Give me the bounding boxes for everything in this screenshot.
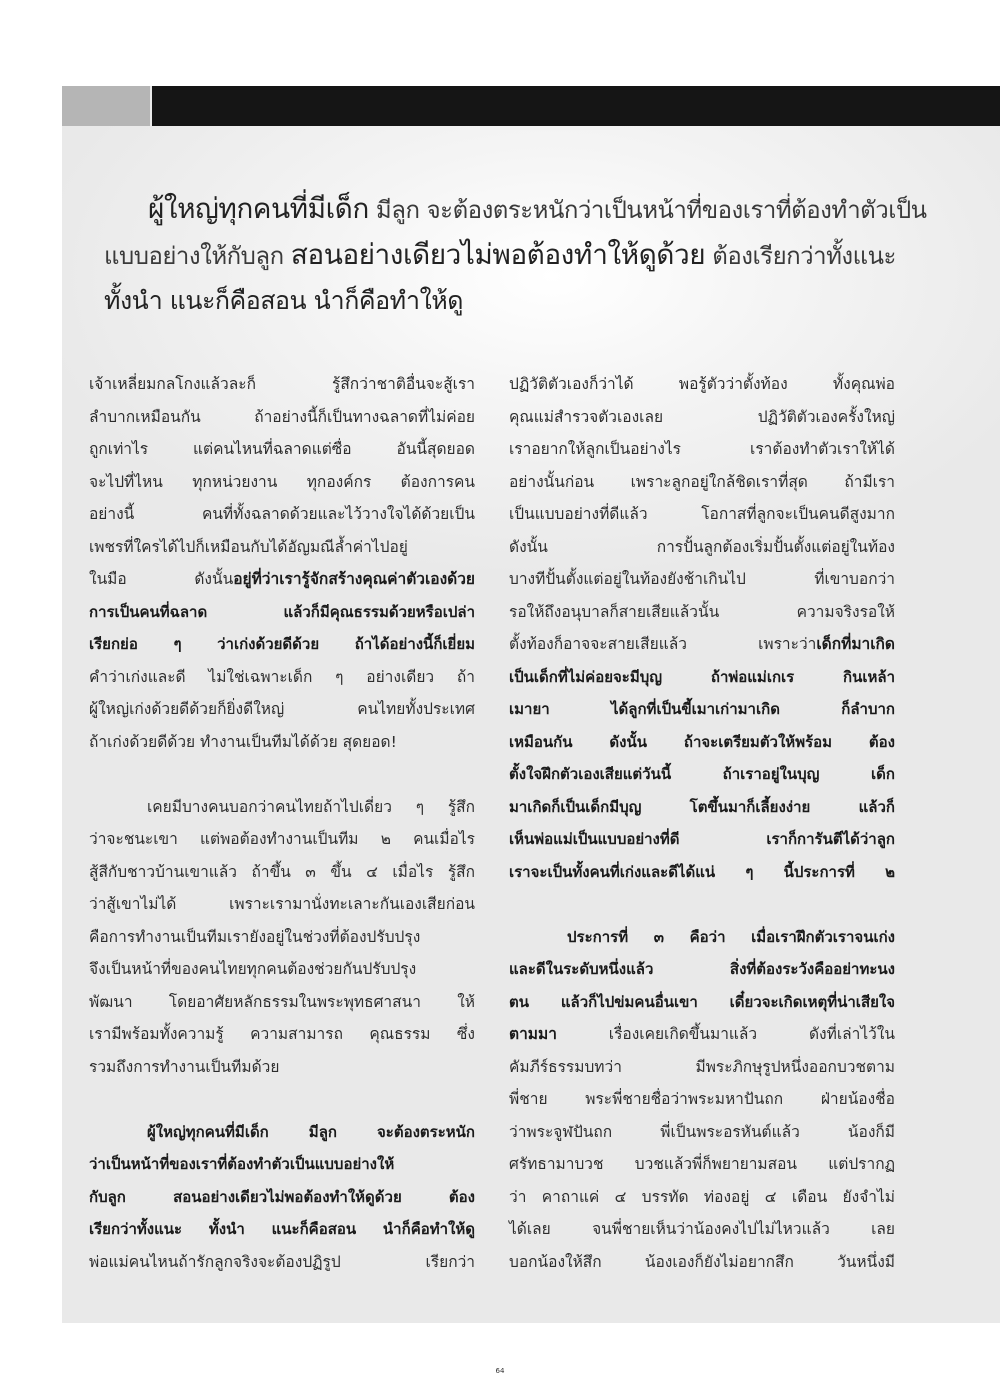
- text-line: ได้เลย จนพี่ชายเห็นว่าน้องคงไปไม่ไหวแล้ว เลย: [509, 1220, 895, 1238]
- text-line: พ่อแม่คนไหนถ้ารักลูกจริงจะต้องปฏิรูป เรียกว่า: [89, 1252, 475, 1271]
- bold-text-segment: ตามมา: [509, 1025, 557, 1043]
- text-line: ถ้าเก่งด้วยดีด้วย ทำงานเป็นทีมได้ด้วย สุดยอด!: [89, 732, 397, 751]
- text-segment: เรื่องเคยเกิดขึ้นมาแล้ว ดังที่เล่าไว้ใน: [556, 1025, 895, 1043]
- text-segment: ตั้งท้องก็อาจจะสายเสียแล้ว เพราะว่า: [509, 635, 817, 653]
- text-line: สู้สีกับชาวบ้านเขาแล้ว ถ้าขึ้น ๓ ขึ้น ๔ เมื่อไร รู้สึก: [89, 862, 475, 881]
- text-line: ว่าสู้เขาไม่ได้ เพราะเรามานั่งทะเลาะกันเองเสียก่อน: [89, 895, 475, 913]
- pull-quote: [104, 186, 927, 324]
- text-line: บางทีปั้นตั้งแต่อยู่ในท้องยังช้าเกินไป ที่เขาบอกว่า: [509, 570, 895, 588]
- text-line: เพชรที่ใครได้ไปก็เหมือนกับได้อัญมณีล้ำค่าไปอยู่: [89, 537, 408, 556]
- text-line: คุณแม่สำรวจตัวเองเลย ปฏิวัติตัวเองครั้งใหญ่: [509, 407, 895, 426]
- text-segment: ในมือ ดังนั้น: [89, 570, 234, 588]
- paragraph-gap: [89, 1083, 475, 1116]
- paragraph-gap: [509, 888, 895, 921]
- bold-text-segment: อยู่ที่ว่าเรารู้จักสร้างคุณค่าตัวเองด้วย: [233, 570, 475, 588]
- header-gray-block: [62, 86, 150, 126]
- bold-text-line: เรียกว่าทั้งแนะ ทั้งนำ แนะก็คือสอน นำก็คือทำให้ดู: [89, 1220, 475, 1238]
- pull-quote-emphasis-2: สอนอย่างเดียวไม่พอต้องทำให้ดูด้วย: [290, 238, 706, 271]
- text-line: ลำบากเหมือนกัน ถ้าอย่างนี้ก็เป็นทางฉลาดที่ไม่ค่อย: [89, 407, 475, 426]
- text-line: บอกน้องให้สึก น้องเองก็ยังไม่อยากสึก วันหนึ่งมี: [509, 1252, 895, 1271]
- text-line: ว่าพระจูฬปันถก พี่เป็นพระอรหันต์แล้ว น้องก็มี: [509, 1122, 895, 1141]
- text-line: ปฏิวัติตัวเองก็ว่าได้ พอรู้ตัวว่าตั้งท้อง ทั้งคุณพ่อ: [509, 375, 895, 393]
- paragraph-gap: [89, 758, 475, 791]
- page-number: 64: [495, 1367, 505, 1375]
- bold-text-line: เหมือนกัน ดังนั้น ถ้าจะเตรียมตัวให้พร้อม ต้อง: [509, 732, 895, 751]
- bold-text-line: การเป็นคนที่ฉลาด แล้วก็มีคุณธรรมด้วยหรือเปล่า: [89, 602, 475, 621]
- text-line: รวมถึงการทำงานเป็นทีมด้วย: [89, 1057, 280, 1076]
- text-line: ว่า คาถาแค่ ๔ บรรทัด ท่องอยู่ ๔ เดือน ยังจำไม่: [509, 1187, 895, 1206]
- pull-quote-text-3: ทั้งนำ แนะก็คือสอน นำก็คือทำให้ดู: [104, 286, 464, 315]
- text-line: เป็นแบบอย่างที่ดีแล้ว โอกาสที่ลูกจะเป็นคนดีสูงมาก: [509, 505, 895, 523]
- text-line: ดังนั้น การปั้นลูกต้องเริ่มปั้นตั้งแต่อยู่ในท้อง: [509, 537, 895, 556]
- text-line: พี่ชาย พระพี่ชายชื่อว่าพระมหาปันถก ฝ่ายน้องชื่อ: [509, 1090, 895, 1108]
- text-line: จึงเป็นหน้าที่ของคนไทยทุกคนต้องช่วยกันปรับปรุง: [89, 960, 417, 978]
- bold-text-line: ตั้งใจฝึกตัวเองเสียแต่วันนี้ ถ้าเราอยู่ในบุญ เด็ก: [509, 765, 895, 783]
- bold-text-line: และดีในระดับหนึ่งแล้ว สิ่งที่ต้องระวังคืออย่าทะนง: [509, 960, 895, 978]
- pull-quote-line-1: [104, 186, 927, 232]
- bold-text-line: เห็นพ่อแม่เป็นแบบอย่างที่ดี เราก็การันตีได้ว่าลูก: [509, 830, 895, 848]
- pull-quote-text-2a: แบบอย่างให้กับลูก: [104, 242, 291, 270]
- text-line: เรามีพร้อมทั้งความรู้ ความสามารถ คุณธรรม ซึ่ง: [89, 1025, 475, 1043]
- pull-quote-text-2b: ต้องเรียกว่าทั้งแนะ: [705, 242, 896, 270]
- text-line: อย่างนั้นก่อน เพราะลูกอยู่ใกล้ชิดเราที่สุด ถ้ามีเรา: [509, 472, 895, 491]
- bold-text-line: กับลูก สอนอย่างเดียวไม่พอต้องทำให้ดูด้วย ต้อง: [89, 1187, 475, 1206]
- pull-quote-emphasis-1: ผู้ใหญ่ทุกคนที่มีเด็ก: [148, 192, 369, 225]
- pull-quote-line-3: [104, 278, 876, 324]
- bold-text-line: ว่าเป็นหน้าที่ของเราที่ต้องทำตัวเป็นแบบอย่างให้: [89, 1155, 395, 1173]
- bold-text-line: ผู้ใหญ่ทุกคนที่มีเด็ก มีลูก จะต้องตระหนัก: [147, 1122, 475, 1141]
- text-line: ว่าจะชนะเขา แต่พอต้องทำงานเป็นทีม ๒ คนเมื่อไร: [89, 830, 475, 848]
- bold-text-line: ประการที่ ๓ คือว่า เมื่อเราฝึกตัวเราจนเก่ง: [567, 927, 895, 946]
- header-black-bar: [152, 86, 1000, 126]
- text-line: คำว่าเก่งและดี ไม่ใช่เฉพาะเด็ก ๆ อย่างเดียว ถ้า: [89, 667, 475, 686]
- text-line: ผู้ใหญ่เก่งด้วยดีด้วยก็ยิ่งดีใหญ่ คนไทยทั้งประเทศ: [89, 700, 475, 718]
- text-line: คัมภีร์ธรรมบทว่า มีพระภิกษุรูปหนึ่งออกบวชตาม: [509, 1057, 895, 1076]
- text-line: เคยมีบางคนบอกว่าคนไทยถ้าไปเดี่ยว ๆ รู้สึก: [147, 797, 475, 816]
- text-line: เราอยากให้ลูกเป็นอย่างไร เราต้องทำตัวเราให้ได้: [509, 440, 895, 458]
- bold-text-line: เราจะเป็นทั้งคนที่เก่งและดีได้แน่ ๆ นี้ประการที่ ๒: [509, 862, 895, 881]
- text-line: คือการทำงานเป็นทีมเรายังอยู่ในช่วงที่ต้องปรับปรุง: [89, 927, 421, 946]
- bold-text-line: เรียกย่อ ๆ ว่าเก่งด้วยดีด้วย ถ้าได้อย่างนี้ก็เยี่ยม: [89, 635, 475, 653]
- bold-text-line: เป็นเด็กที่ไม่ค่อยจะมีบุญ ถ้าพ่อแม่เกเร กินเหล้า: [509, 667, 895, 686]
- text-line: [509, 628, 895, 661]
- bold-text-line: มาเกิดก็เป็นเด็กมีบุญ โตขึ้นมาก็เลี้ยงง่าย แล้วก็: [509, 797, 895, 816]
- bold-text-line: ตน แล้วก็ไปข่มคนอื่นเขา เดี๋ยวจะเกิดเหตุที่น่าเสียใจ: [509, 992, 895, 1011]
- bold-text-line: เมายา ได้ลูกที่เป็นขี้เมาเก่ามาเกิด ก็ลำบาก: [509, 700, 895, 718]
- left-column: [89, 368, 475, 1278]
- text-line: เจ้าเหลี่ยมกลโกงแล้วละก็ รู้สึกว่าชาติอื่นจะสู้เรา: [89, 375, 475, 393]
- text-line: รอให้ถึงอนุบาลก็สายเสียแล้วนั้น ความจริงรอให้: [509, 602, 895, 621]
- text-line: อย่างนี้ คนที่ทั้งฉลาดด้วยและไว้วางใจได้ด้วยเป็น: [89, 505, 475, 523]
- text-line: จะไปที่ไหน ทุกหน่วยงาน ทุกองค์กร ต้องการคน: [89, 472, 475, 491]
- text-line: [509, 1018, 895, 1051]
- text-line: พัฒนา โดยอาศัยหลักธรรมในพระพุทธศาสนา ให้: [89, 992, 475, 1011]
- pull-quote-text-1: มีลูก จะต้องตระหนักว่าเป็นหน้าที่ของเราที่ต้องทำตัวเป็น: [368, 196, 927, 224]
- bold-text-segment: เด็กที่มาเกิด: [816, 635, 895, 653]
- text-line: ศรัทธามาบวช บวชแล้วพี่ก็พยายามสอน แต่ปรากฏ: [509, 1155, 895, 1173]
- right-column: [509, 368, 895, 1278]
- text-line: [89, 563, 475, 596]
- pull-quote-line-2: [104, 232, 896, 278]
- text-line: ถูกเท่าไร แต่คนไหนที่ฉลาดแต่ซื่อ อันนี้สุดยอด: [89, 440, 475, 458]
